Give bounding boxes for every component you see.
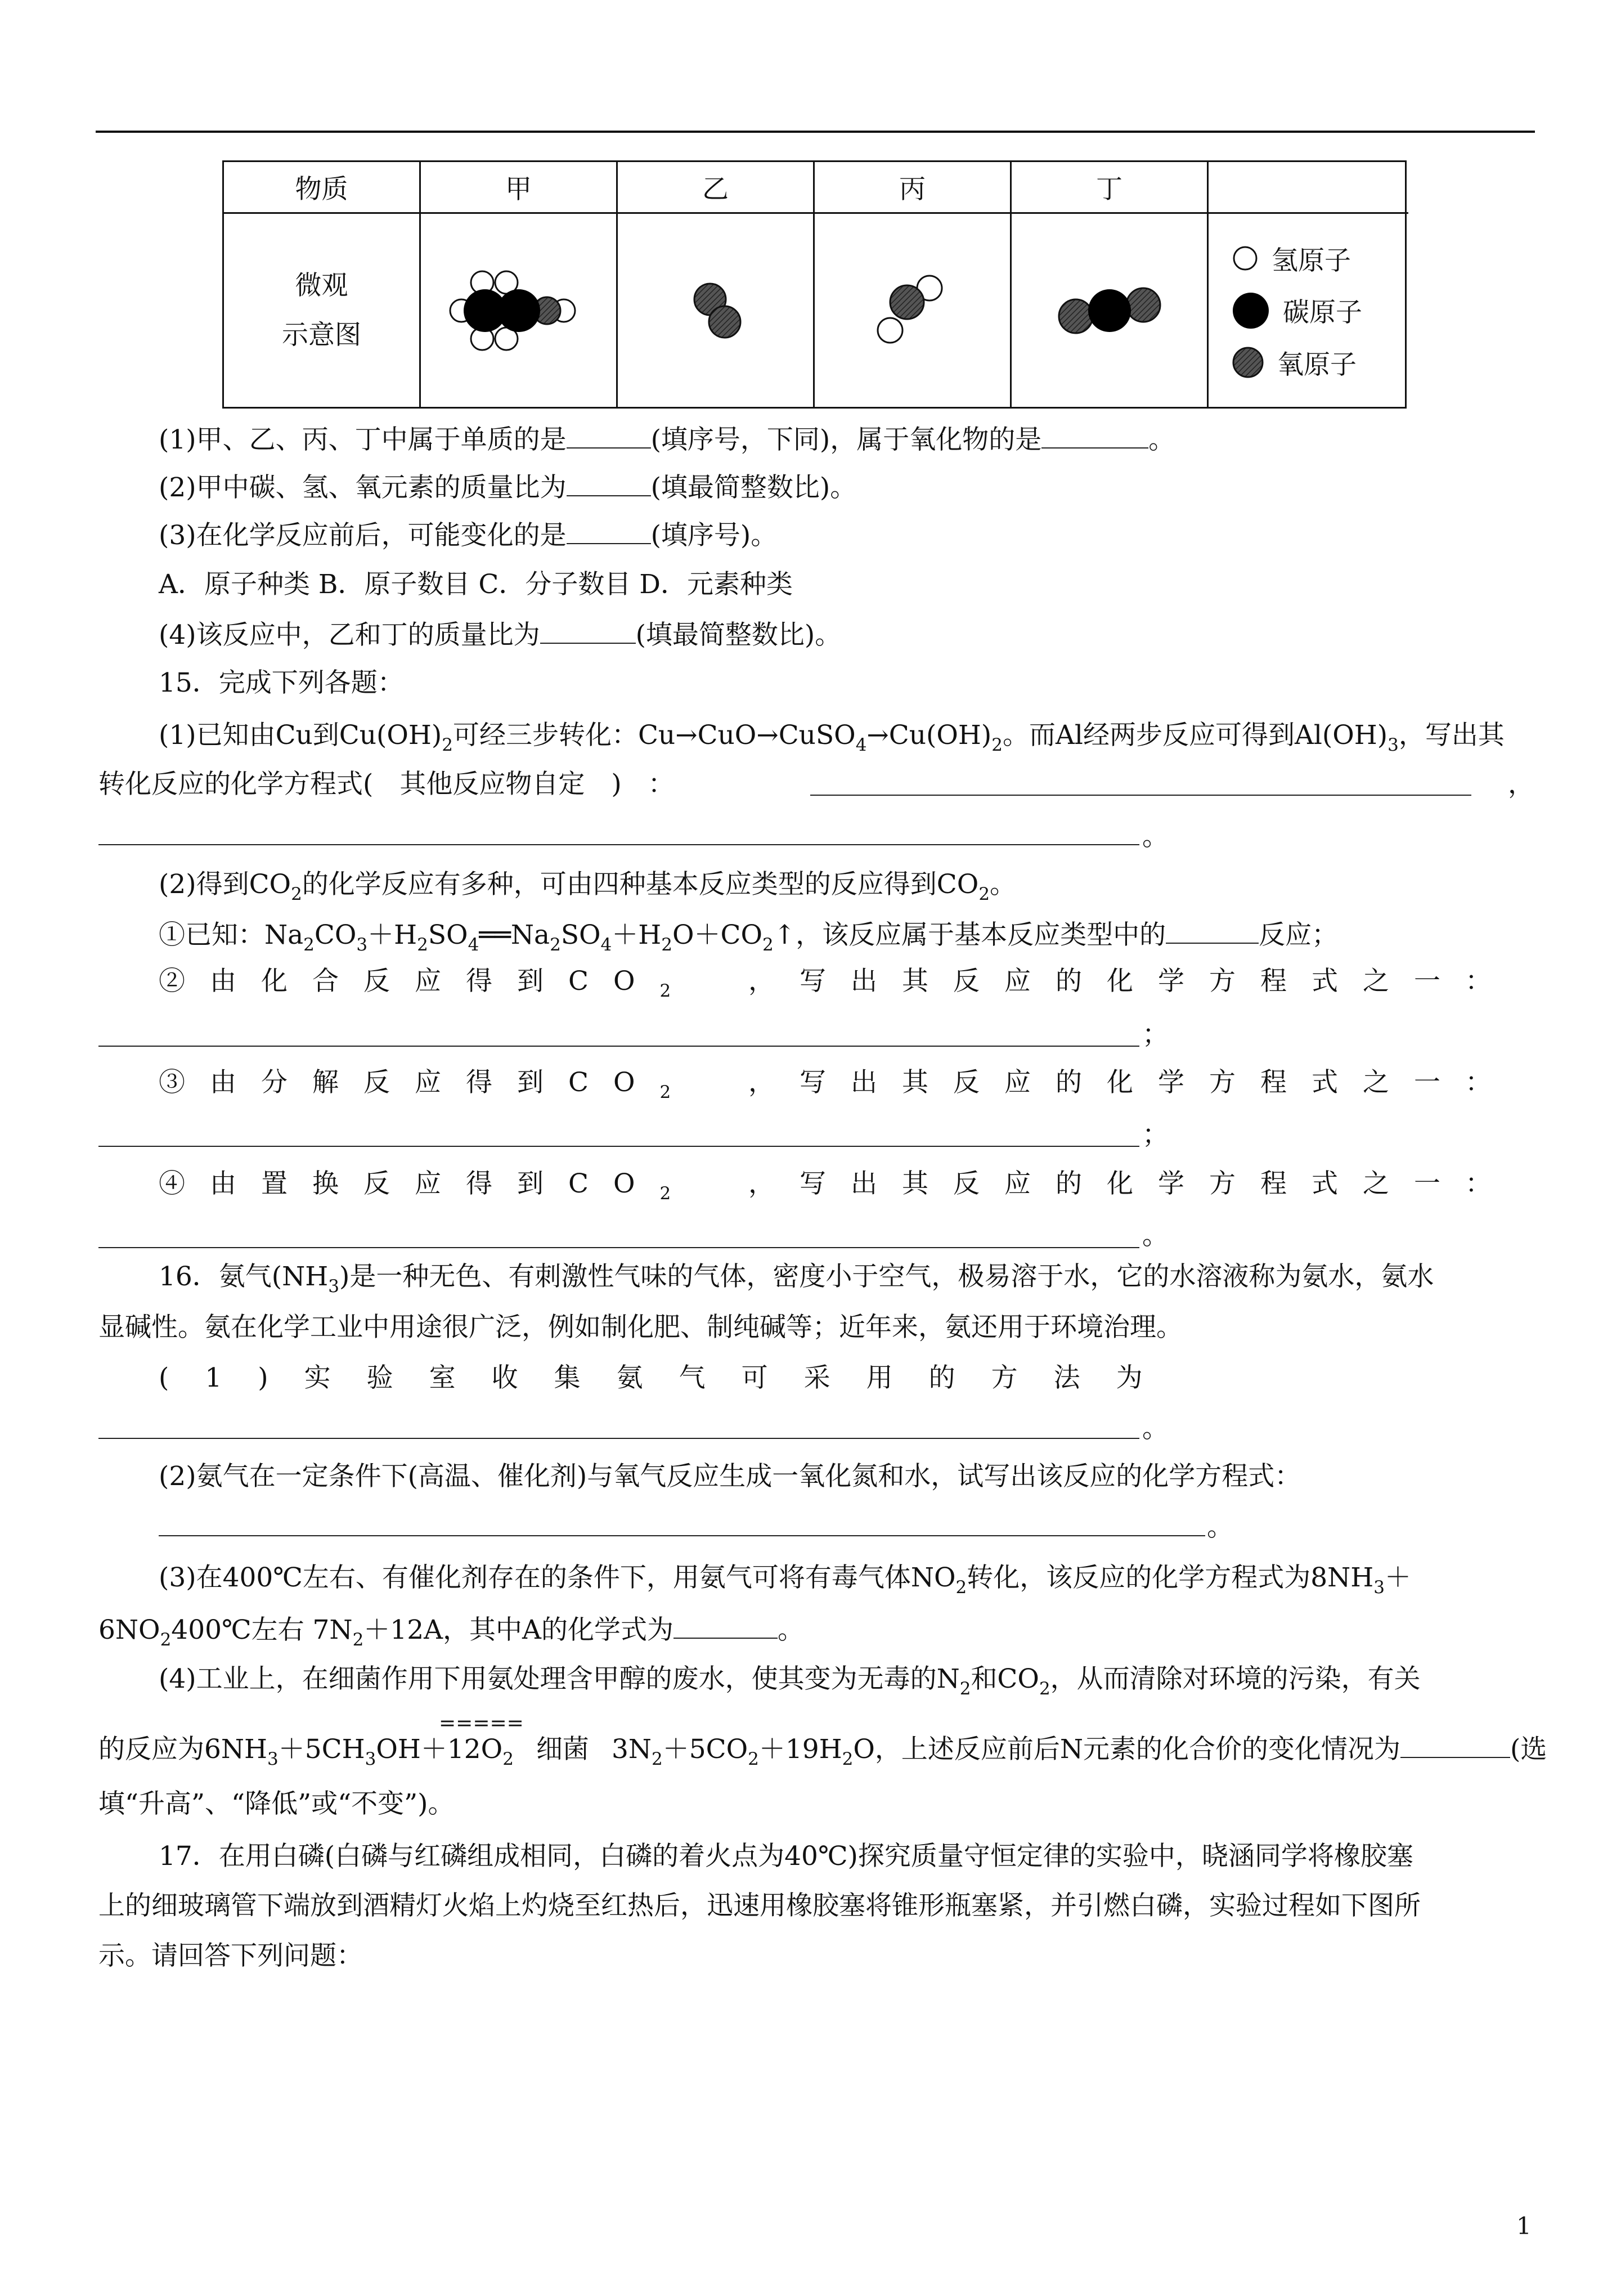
q16-3-line2: $6NO_2400℃$左右 $7N_2+12A$，其中A的化学式为 。 bbox=[98, 1615, 804, 1650]
q15-2: (2)得到$CO_2$的化学反应有多种，可由四种基本反应类型的反应得到$CO_2$。 bbox=[159, 869, 1017, 904]
q16-1-answer-line bbox=[98, 1438, 1139, 1439]
q15-1-line2: 转化反应的化学方程式( 其他反应物自定 ) ： bbox=[98, 769, 675, 800]
oxygen-molecule-icon bbox=[659, 249, 772, 373]
q15-2-4-answer-line bbox=[98, 1247, 1139, 1248]
q14-options: A．原子种类 B．原子数目 C．分子数目 D．元素种类 bbox=[159, 569, 793, 600]
q15-1-comma: ， bbox=[1508, 769, 1534, 800]
q14-3: (3)在化学反应前后，可能变化的是 (填序号)。 bbox=[159, 520, 778, 551]
q16-3-line1: (3)在400℃左右、有催化剂存在的条件下，用氨气可将有毒气体$NO_2$转化，该反应的化学方程式为$8NH_3+$ bbox=[159, 1562, 1412, 1598]
q17-line3: 示。请回答下列问题： bbox=[98, 1940, 363, 1971]
q15-2-3: ③由分解反应得到$CO_2$ ，写出其反应的化学方程式之一： bbox=[159, 1067, 1516, 1102]
q15-title: 15．完成下列各题： bbox=[159, 667, 404, 698]
row-label-line1: 微观 bbox=[295, 270, 348, 301]
molecule-table bbox=[222, 160, 1407, 409]
th-substance: 物质 bbox=[224, 162, 421, 214]
q16-line2: 显碱性。氨在化学工业中用途很广泛，例如制化肥、制纯碱等；近年来，氨还用于环境治理。 bbox=[98, 1312, 1183, 1343]
q15-1-answer-line bbox=[810, 795, 1471, 796]
q15-2-1: ①已知：$Na_2CO_3+H_2SO_4══Na_2SO_4+H_2O+CO_2↑$，该反应属于基本反应类型中的 反应； bbox=[159, 920, 1339, 955]
th-ding: 丁 bbox=[1012, 162, 1209, 214]
q16-1: (1)实验室收集氨气可采用的方法为 bbox=[159, 1362, 1179, 1393]
q17-line1: 17．在用白磷(白磷与红磷组成相同，白磷的着火点为40℃)探究质量守恒定律的实验中，晓涵同学将橡胶塞 bbox=[159, 1841, 1413, 1872]
q15-1-line1: (1)已知由Cu到$Cu(OH)_2$可经三步转化：$Cu\to CuO\to CuSO_4\to Cu(OH)_2$。而Al经两步反应可得到$Al(OH)_3$，写出其 bbox=[159, 720, 1505, 755]
q15-2-3-semi: ； bbox=[1142, 1119, 1169, 1150]
q16-4-line3: 填“升高”、“降低”或“不变”)。 bbox=[98, 1788, 455, 1819]
q15-1-end: 。 bbox=[1142, 821, 1169, 852]
q15-2-3-answer-line bbox=[98, 1146, 1139, 1147]
row-label bbox=[224, 214, 421, 407]
q15-1-answer-line-2 bbox=[98, 844, 1139, 845]
oxygen-atom-icon bbox=[1231, 346, 1265, 379]
q15-2-2: ②由化合反应得到$CO_2$ ，写出其反应的化学方程式之一： bbox=[159, 966, 1516, 1001]
q15-2-4-end: 。 bbox=[1142, 1220, 1169, 1251]
row-label-line2: 示意图 bbox=[282, 319, 361, 351]
q16-4-line1: (4)工业上，在细菌作用下用氨处理含甲醇的废水，使其变为无毒的$N_2$和$CO_2$，从而清除对环境的污染，有关 bbox=[159, 1663, 1421, 1699]
q14-4: (4)该反应中，乙和丁的质量比为 (填最简整数比)。 bbox=[159, 620, 842, 651]
q15-2-2-semi: ； bbox=[1142, 1019, 1169, 1050]
q14-1: (1)甲、乙、丙、丁中属于单质的是 (填序号，下同)，属于氧化物的是 。 bbox=[159, 424, 1175, 455]
q15-2-2-answer-line bbox=[98, 1046, 1139, 1047]
legend-oxygen: 氧原子 bbox=[1277, 349, 1357, 380]
q16-2-end: 。 bbox=[1207, 1512, 1233, 1542]
molecule-jia bbox=[421, 214, 618, 407]
legend-hydrogen: 氢原子 bbox=[1272, 245, 1351, 276]
page-number: 1 bbox=[1516, 2212, 1532, 2240]
th-bing: 丙 bbox=[815, 162, 1012, 214]
molecule-yi bbox=[618, 214, 815, 407]
q16-1-end: 。 bbox=[1142, 1413, 1169, 1444]
q17-line2: 上的细玻璃管下端放到酒精灯火焰上灼烧至红热后，迅速用橡胶塞将锥形瓶塞紧，并引燃白磷，实验过程如下图所 bbox=[98, 1890, 1421, 1921]
th-legend bbox=[1209, 162, 1408, 214]
atom-legend bbox=[1209, 214, 1408, 407]
q16-2-answer-line bbox=[159, 1535, 1205, 1536]
q16-2: (2)氨气在一定条件下(高温、催化剂)与氧气反应生成一氧化氮和水，试写出该反应的化学方程式： bbox=[159, 1461, 1301, 1492]
hydrogen-atom-icon bbox=[1231, 244, 1259, 272]
q16-4-equation-sign: ===== bbox=[439, 1712, 524, 1735]
header-rule bbox=[96, 131, 1535, 133]
legend-carbon: 碳原子 bbox=[1283, 297, 1362, 328]
carbon-atom-icon bbox=[1231, 291, 1270, 330]
methanol-molecule-icon bbox=[434, 249, 603, 373]
q16-4-line2: 的反应为$6NH_3+5CH_3OH+12O_2$ 细菌 $3N_2+5CO_2+19H_2O$，上述反应前后N元素的化合价的变化情况为 (选 bbox=[98, 1734, 1547, 1769]
molecule-bing bbox=[815, 214, 1012, 407]
th-yi: 乙 bbox=[618, 162, 815, 214]
molecule-ding bbox=[1012, 214, 1209, 407]
q15-2-4: ④由置换反应得到$CO_2$ ，写出其反应的化学方程式之一： bbox=[159, 1168, 1516, 1204]
q16-line1: 16．氨气$(NH_3)$是一种无色、有刺激性气味的气体，密度小于空气，极易溶于水，它的水溶液称为氨水，氨水 bbox=[159, 1261, 1434, 1297]
water-molecule-icon bbox=[851, 249, 975, 373]
th-jia: 甲 bbox=[421, 162, 618, 214]
q14-2: (2)甲中碳、氢、氧元素的质量比为 (填最简整数比)。 bbox=[159, 472, 857, 503]
co2-molecule-icon bbox=[1031, 249, 1188, 373]
